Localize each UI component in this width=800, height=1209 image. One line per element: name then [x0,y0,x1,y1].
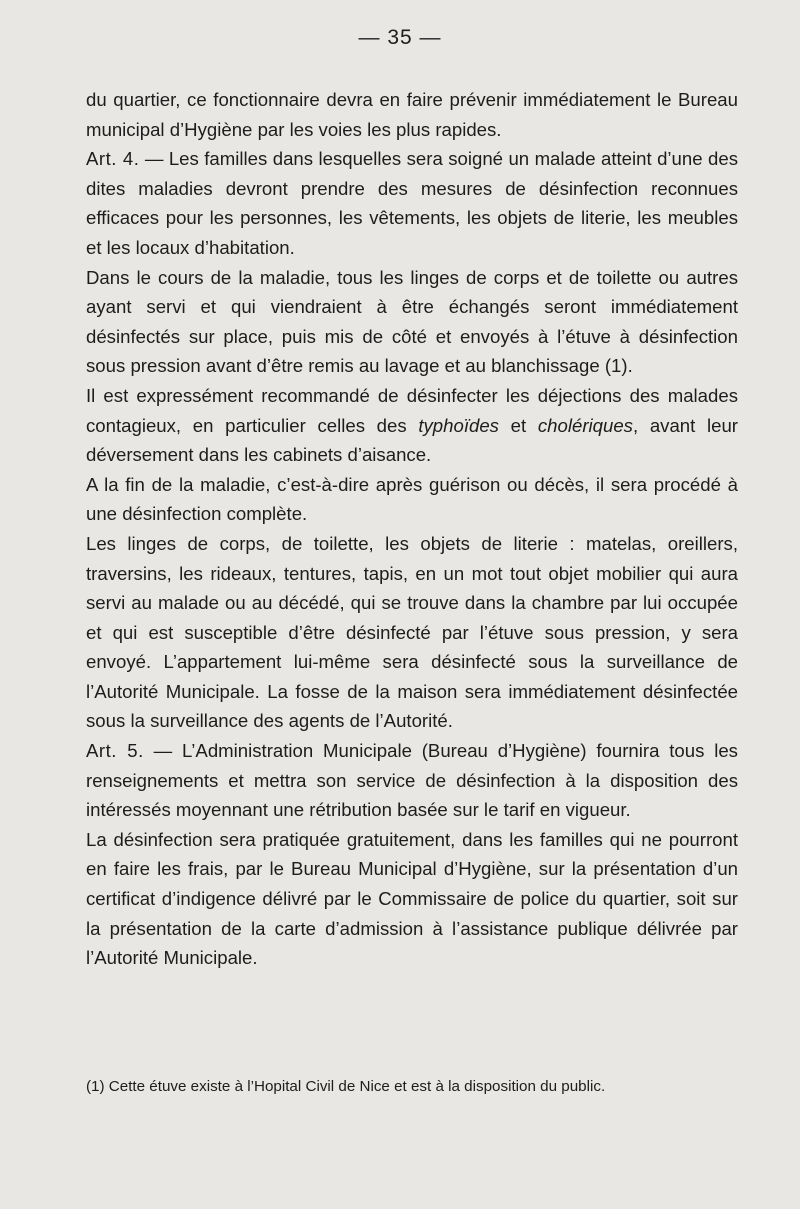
paragraph-dejections [86,381,738,470]
paragraph-text: La désinfection sera pratiquée gratuitement, dans les familles qui ne pourront en faire les frais, par le Bureau Municipal d’Hygiène, sur la présentation d’un certificat d’indigence délivré par le Commissaire de police du quartier, soit sur la présentation de la carte d’admission à l’assistance publique délivrée par l’Autorité Municipale. [86,828,738,969]
paragraph-text: Les linges de corps, de toilette, les objets de literie : matelas, oreillers, traversins, les rideaux, tentures, tapis, en un mot tout objet mobilier qui aura servi au malade ou au décédé, qui se trouve dans la chambre par lui occupée et qui est susceptible d’être désinfecté par l’étuve sous pression, y sera envoyé. L’appartement lui-même sera désinfecté sous la surveillance de l’Autorité Municipale. La fosse de la maison sera immédiatement désinfectée sous la surveillance des agents de l’Autorité. [86,532,738,732]
paragraph-continuation [86,85,738,144]
body-text [86,85,738,973]
paragraph-end-of-illness [86,470,738,529]
paragraph-linen [86,263,738,381]
footnote [86,1076,738,1097]
paragraph-article-5 [86,736,738,825]
paragraph-text: A la fin de la maladie, c’est-à-dire après guérison ou décès, il sera procédé à une désinfection complète. [86,473,738,525]
paragraph-text: , avant leur déversement dans les cabinets d’aisance. [86,414,738,466]
article-label: Art. 4. [86,148,140,170]
page-number: — 35 — [358,26,442,49]
paragraph-free-disinfection [86,825,738,973]
footnote-text: (1) Cette étuve existe à l’Hopital Civil de Nice et est à la disposition du public. [86,1078,606,1095]
paragraph-text: et [498,414,538,436]
paragraph-text: Dans le cours de la maladie, tous les linges de corps et de toilette ou autres ayant servi et qui viendraient à être échangés seront immédiatement désinfectés sur place, puis mis de côté et envoyés à l’étuve à désinfection sous pression avant d’être remis au lavage et au blanchissage (1). [86,266,738,377]
italic-term: typhoïdes [418,414,499,436]
paragraph-article-4 [86,144,738,262]
paragraph-text: — Les familles dans lesquelles sera soigné un malade atteint d’une des dites maladies devront prendre des mesures de désinfection reconnues efficaces pour les personnes, les vêtements, les objets de literie, les meubles et les locaux d’habitation. [86,148,738,258]
italic-term: cholériques [537,414,633,436]
paragraph-objects [86,529,738,736]
paragraph-text: — L’Administration Municipale (Bureau d’Hygiène) fournira tous les renseignements et mettra son service de désinfection à la disposition des intéressés moyennant une rétribution basée sur le tarif en vigueur. [86,740,738,821]
paragraph-text: Il est expressément recommandé de désinfecter les déjections des malades contagieux, en particulier celles des [86,384,738,436]
article-label: Art. 5. [86,740,144,762]
paragraph-text: du quartier, ce fonctionnaire devra en faire prévenir immédiatement le Bureau municipal d’Hygiène par les voies les plus rapides. [86,89,738,140]
